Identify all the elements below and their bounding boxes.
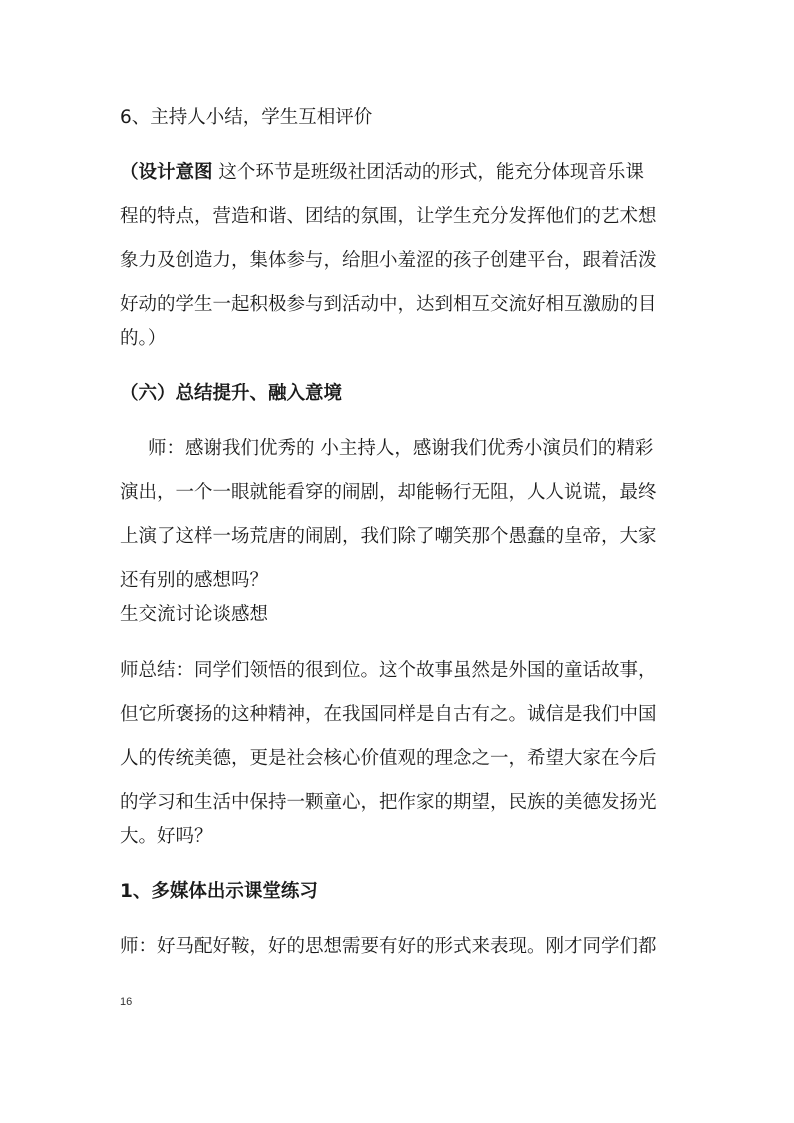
teacher-summary-line-2: 但它所褒扬的这种精神，在我国同样是自古有之。诚信是我们中国: [120, 704, 657, 725]
design-intent-line-5: 的。）: [120, 328, 167, 349]
heading-multimedia-exercise: 1、多媒体出示课堂练习: [120, 881, 318, 902]
teacher-speech-1-line-3: 上演了这样一场荒唐的闹剧，我们除了嘲笑那个愚蠢的皇帝，大家: [120, 526, 657, 547]
teacher-speech-1-line-4: 还有别的感想吗？: [120, 570, 269, 591]
teacher-speech-2: 师：好马配好鞍，好的思想需要有好的形式来表现。刚才同学们都: [120, 936, 657, 957]
section-6-title: （六）总结提升、融入意境: [120, 383, 343, 404]
design-intent-label: （设计意图: [120, 162, 213, 183]
design-intent-line-4: 好动的学生一起积极参与到活动中，达到相互交流好相互激励的目: [120, 294, 657, 315]
design-intent-line-1: [120, 161, 644, 185]
heading-step-6: 6、主持人小结，学生互相评价: [120, 107, 373, 128]
design-intent-line-2: 程的特点，营造和谐、团结的氛围，让学生充分发挥他们的艺术想: [120, 206, 657, 227]
page-number: 16: [120, 996, 133, 1008]
design-intent-text: 这个环节是班级社团活动的形式，能充分体现音乐课: [212, 162, 644, 183]
teacher-speech-1-line-2: 演出，一个一眼就能看穿的闹剧，却能畅行无阻，人人说谎，最终: [120, 482, 657, 503]
teacher-speech-1-line-1: 师：感谢我们优秀的 小主持人，感谢我们优秀小演员们的精彩: [148, 438, 654, 459]
teacher-summary-line-5: 大。好吗？: [120, 826, 213, 847]
teacher-summary-line-3: 人的传统美德，更是社会核心价值观的理念之一，希望大家在今后: [120, 748, 657, 769]
student-discussion: 生交流讨论谈感想: [120, 604, 269, 625]
design-intent-line-3: 象力及创造力，集体参与，给胆小羞涩的孩子创建平台，跟着活泼: [120, 250, 657, 271]
teacher-summary-line-4: 的学习和生活中保持一颗童心，把作家的期望，民族的美德发扬光: [120, 792, 657, 813]
teacher-summary-line-1: 师总结：同学们领悟的很到位。这个故事虽然是外国的童话故事，: [120, 660, 657, 681]
